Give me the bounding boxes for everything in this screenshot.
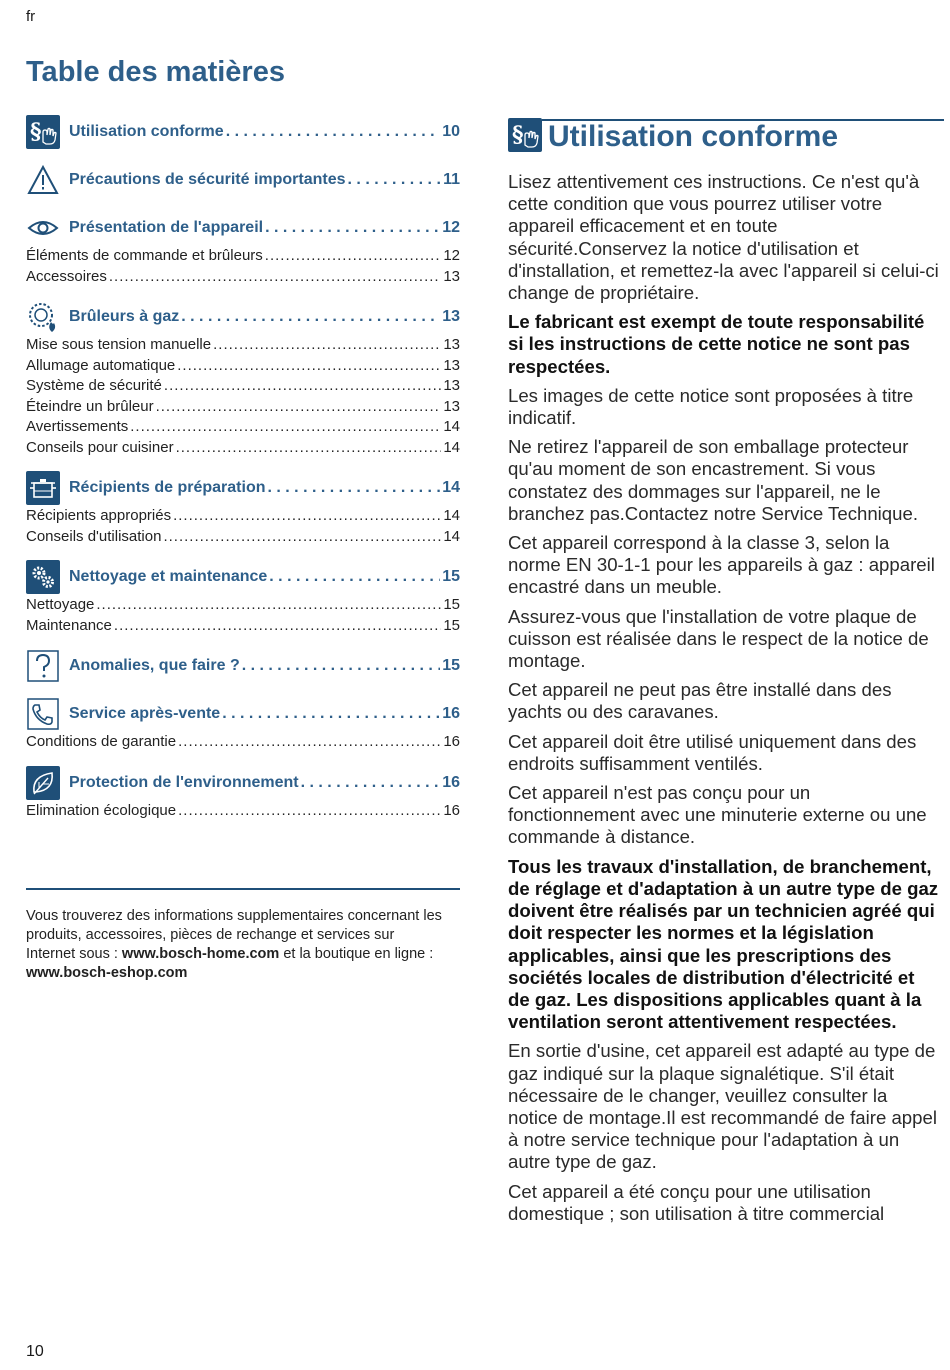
question-mark-icon: [26, 649, 60, 683]
toc-entry[interactable]: [26, 162, 460, 198]
toc-subentry[interactable]: [26, 397, 460, 418]
section-paragraph-hand-icon: [508, 118, 542, 152]
toc-entry-title: Utilisation conforme: [69, 123, 224, 140]
toc-entry-title: Nettoyage et maintenance: [69, 568, 268, 585]
toc-subentry-page: 13: [443, 397, 460, 415]
body-paragraph: Assurez-vous que l'installation de votre plaque de cuisson est réalisée dans le respect de la notice de montage.: [508, 605, 929, 672]
toc-entry[interactable]: [26, 114, 460, 150]
more-info-text: [26, 907, 446, 983]
bosch-home-link[interactable]: www.bosch-home.com: [121, 946, 280, 962]
toc-subentry[interactable]: [26, 376, 460, 397]
toc-section-service-apres-vente: [26, 696, 460, 753]
toc-entry-line: [69, 568, 460, 586]
toc-subentry-page: 12: [443, 247, 460, 264]
toc-section-presentation-de-l-appareil: [26, 210, 460, 287]
toc-entry-page: 16: [442, 773, 460, 791]
toc-entry-page: 12: [442, 219, 460, 236]
warning-paragraph: Le fabricant est exempt de toute responsabilité si les instructions de cette notice ne sont pas respectées.: [508, 311, 925, 377]
body-paragraph: Cet appareil ne peut pas être installé dans des yachts ou des caravanes.: [508, 679, 892, 723]
section-header: [508, 118, 940, 156]
toc-entry-title: Anomalies, que faire ?: [69, 657, 240, 674]
toc-entry-page: 11: [443, 171, 460, 188]
separator-line: [26, 888, 460, 890]
toc-entry-title: Protection de l'environnement: [69, 773, 299, 791]
toc-subentry-title: Avertissements: [26, 418, 129, 435]
warning-triangle-icon: [26, 163, 60, 197]
toc-dot-leader: [130, 417, 441, 438]
toc-dot-leader: [176, 438, 442, 459]
toc-section-anomalies-que-faire: [26, 648, 460, 684]
toc-subentry[interactable]: [26, 267, 460, 288]
toc-entry-title: Présentation de l'appareil: [69, 219, 264, 236]
toc-section-recipients-de-preparation: [26, 470, 460, 547]
toc-entry-line: [69, 171, 460, 189]
toc-subentry-page: 14: [443, 507, 460, 524]
toc-subentry-title: Conseils d'utilisation: [26, 527, 162, 545]
section-utilisation-conforme: [508, 118, 940, 1232]
toc-subentry-title: Accessoires: [26, 267, 107, 285]
toc-entry[interactable]: [26, 765, 460, 801]
toc-subentry-title: Conditions de garantie: [26, 733, 177, 750]
toc-dot-leader: [96, 595, 441, 616]
toc-entry-page: 14: [442, 479, 460, 496]
section-body: [508, 171, 940, 1225]
svg-text:§: §: [512, 122, 524, 148]
toc-subentry-title: Nettoyage: [26, 596, 95, 613]
toc-entry-line: [69, 705, 460, 723]
toc-entry-page: 13: [442, 308, 460, 325]
toc-dot-leader: [163, 527, 441, 548]
toc-entry-page: 15: [442, 657, 460, 674]
body-paragraph: Cet appareil a été conçu pour une utilisation domestique ; son utilisation à titre commercial: [508, 1180, 885, 1224]
toc-subentry[interactable]: [26, 595, 460, 616]
toc-subentry-page: 15: [443, 596, 460, 613]
toc-dot-leader: [269, 568, 440, 586]
body-paragraph: Cet appareil correspond à la classe 3, selon la norme EN 30-1-1 pour les appareils à gaz : appareil encastré dans un meuble.: [508, 532, 935, 598]
toc-subentry[interactable]: [26, 732, 460, 753]
eye-icon: [26, 211, 60, 245]
toc-entry-line: [69, 479, 460, 497]
toc-dot-leader: [109, 267, 441, 288]
cooking-pot-icon: [26, 471, 60, 505]
table-of-contents: [26, 114, 460, 833]
toc-entry-title: Récipients de préparation: [69, 479, 266, 496]
toc-subentry[interactable]: [26, 801, 460, 822]
toc-subentry-title: Récipients appropriés: [26, 507, 172, 524]
toc-subentry-page: 14: [443, 418, 460, 435]
toc-subentry[interactable]: [26, 438, 460, 459]
toc-dot-leader: [164, 376, 441, 397]
toc-subentry[interactable]: [26, 616, 460, 637]
toc-section-precautions-de-securite-importantes: [26, 162, 460, 198]
toc-dot-leader: [156, 397, 442, 418]
toc-dot-leader: [114, 616, 441, 637]
toc-subentry[interactable]: [26, 417, 460, 438]
toc-dot-leader: [222, 705, 440, 723]
toc-section-utilisation-conforme: [26, 114, 460, 150]
more-info-middle: et la boutique en ligne :: [279, 946, 434, 962]
toc-entry-title: Service après-vente: [69, 705, 221, 722]
toc-subentry-title: Système de sécurité: [26, 377, 162, 394]
toc-subentry-page: 15: [443, 616, 460, 634]
toc-dot-leader: [268, 479, 441, 497]
toc-dot-leader: [177, 356, 441, 377]
toc-subentry[interactable]: [26, 506, 460, 527]
toc-dot-leader: [173, 506, 441, 527]
toc-dot-leader: [265, 246, 442, 267]
toc-dot-leader: [178, 801, 441, 822]
toc-entry[interactable]: [26, 696, 460, 732]
body-paragraph: Ne retirez l'appareil de son emballage protecteur qu'au moment de son encastrement. Si vous constatez des dommages sur l'appareil, ne le branchez pas.Contactez notre Service Technique.: [508, 436, 918, 524]
toc-entry[interactable]: [26, 470, 460, 506]
section-paragraph-hand-icon: [26, 115, 60, 149]
body-paragraph: Cet appareil doit être utilisé uniquement dans des endroits suffisamment ventilés.: [508, 730, 917, 774]
toc-subentry-title: Éteindre un brûleur: [26, 397, 154, 415]
toc-section-protection-de-l-environnement: [26, 765, 460, 822]
toc-subentry[interactable]: [26, 527, 460, 548]
toc-subentry-title: Elimination écologique: [26, 801, 177, 819]
toc-entry-line: [69, 308, 460, 326]
toc-subentry-title: Mise sous tension manuelle: [26, 336, 212, 353]
toc-section-nettoyage-et-maintenance: [26, 559, 460, 636]
toc-subentry-page: 13: [443, 356, 460, 374]
toc-subentry-page: 14: [443, 438, 460, 456]
toc-subentry-page: 14: [443, 527, 460, 545]
toc-entry-line: [69, 219, 460, 237]
language-code: fr: [26, 8, 36, 25]
toc-dot-leader: [301, 774, 441, 792]
toc-dot-leader: [181, 308, 440, 326]
toc-entry[interactable]: [26, 299, 460, 335]
toc-subentry-page: 13: [443, 377, 460, 394]
leaf-icon: [26, 766, 60, 800]
toc-dot-leader: [178, 732, 441, 753]
gears-icon: [26, 560, 60, 594]
body-paragraph: En sortie d'usine, cet appareil est adapté au type de gaz indiqué sur la plaque signalétique. S'il était nécessaire de le changer, veuillez consulter la notice de montage.Il est recommandé de faire appel à notre service technique pour l'adaptation à un autre type de gaz.: [508, 1040, 937, 1173]
svg-text:§: §: [30, 119, 42, 145]
toc-dot-leader: [242, 657, 440, 675]
phone-handset-icon: [26, 697, 60, 731]
bosch-eshop-link[interactable]: www.bosch-eshop.com: [26, 965, 188, 981]
page-title: Table des matières: [26, 56, 285, 88]
toc-subentry-title: Éléments de commande et brûleurs: [26, 247, 263, 264]
toc-subentry[interactable]: [26, 356, 460, 377]
toc-dot-leader: [265, 219, 440, 237]
toc-subentry-page: 16: [443, 733, 460, 750]
gas-burner-icon: [26, 300, 60, 334]
toc-entry-page: 10: [442, 123, 460, 140]
toc-subentry-title: Allumage automatique: [26, 356, 176, 374]
toc-subentry[interactable]: [26, 246, 460, 267]
toc-subentry-page: 13: [443, 267, 460, 285]
toc-entry-line: [69, 657, 460, 675]
page-number: 10: [26, 1343, 44, 1360]
body-paragraph: Lisez attentivement ces instructions. Ce n'est qu'à cette condition que vous pourrez utiliser votre appareil efficacement et en toute sécurité.Conservez la notice d'utilisation et d'installation, et remettez-la avec l'appareil si celui-ci change de propriétaire.: [508, 171, 939, 304]
toc-dot-leader: [213, 335, 441, 356]
toc-entry-line: [69, 123, 460, 141]
toc-section-bruleurs-a-gaz: [26, 299, 460, 458]
toc-entry-line: [69, 774, 460, 792]
toc-dot-leader: [226, 123, 441, 141]
toc-entry[interactable]: [26, 559, 460, 595]
more-info-body: Vous trouverez des informations supplementaires concernant les produits, accessoires, pièces de rechange et services sur Internet sous :: [26, 908, 442, 962]
warning-paragraph: Tous les travaux d'installation, de branchement, de réglage et d'adaptation à un autre type de gaz doivent être réalisés par un technicien agréé qui doit respecter les normes et la législation applicables, ainsi que les prescriptions des sociétés locales de distribution d'électricité et de gaz. Les dispositions applicables quant à la ventilation seront attentivement respectées.: [508, 855, 939, 1033]
toc-subentry-title: Maintenance: [26, 616, 112, 634]
toc-entry-title: Précautions de sécurité importantes: [69, 171, 346, 188]
toc-entry[interactable]: [26, 210, 460, 246]
toc-entry-title: Brûleurs à gaz: [69, 308, 180, 325]
toc-subentry-title: Conseils pour cuisiner: [26, 438, 174, 456]
toc-entry-page: 16: [442, 705, 460, 722]
body-paragraph: Les images de cette notice sont proposées à titre indicatif.: [508, 384, 914, 429]
section-title: Utilisation conforme: [548, 120, 839, 153]
toc-subentry-page: 16: [443, 801, 460, 819]
toc-dot-leader: [348, 171, 442, 189]
body-paragraph: Cet appareil n'est pas conçu pour un fonctionnement avec une minuterie externe ou une commande à distance.: [508, 782, 927, 848]
toc-entry-page: 15: [442, 568, 460, 585]
toc-subentry[interactable]: [26, 335, 460, 356]
toc-subentry-page: 13: [443, 336, 460, 353]
toc-entry[interactable]: [26, 648, 460, 684]
